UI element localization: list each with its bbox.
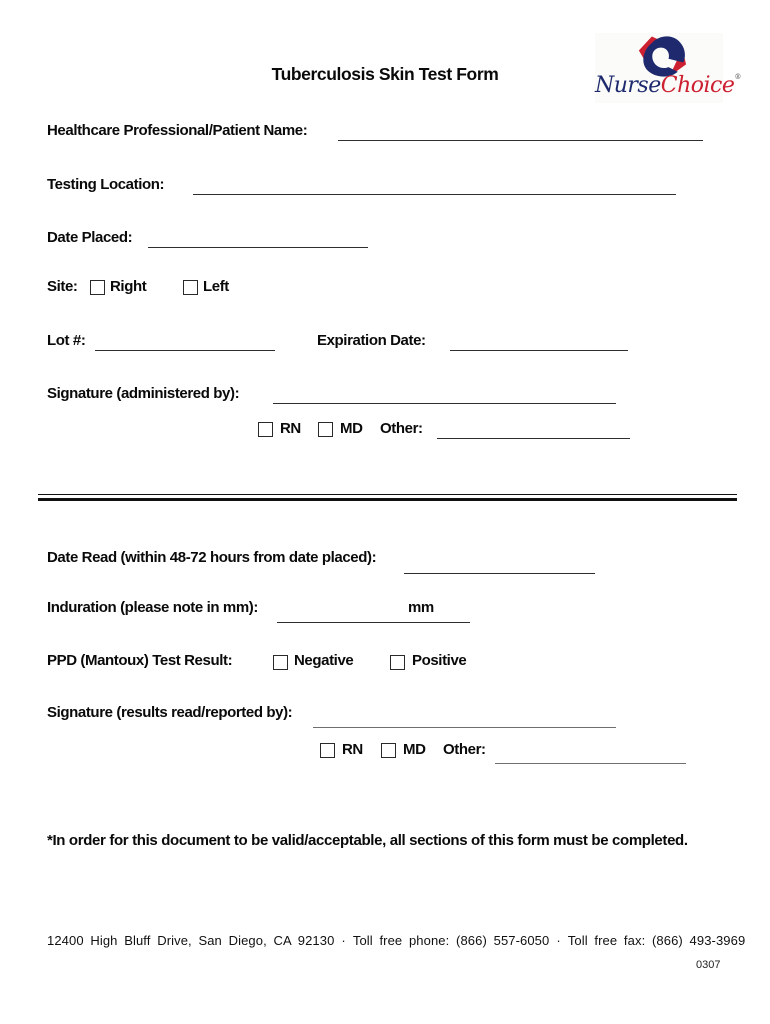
footer-fax: Toll free fax: (866) 493-3969 (567, 933, 746, 948)
administered-other-label: Other: (380, 420, 423, 437)
logo-text-nurse: Nurse (595, 73, 661, 98)
result-positive-label: Positive (412, 652, 467, 669)
nursechoice-wordmark (595, 73, 741, 98)
signature-administered-label: Signature (administered by): (47, 385, 240, 402)
result-negative-label: Negative (294, 652, 354, 669)
administered-rn-checkbox[interactable] (258, 422, 273, 437)
result-positive-checkbox[interactable] (390, 655, 405, 670)
site-right-label: Right (110, 278, 147, 295)
testing-location-label: Testing Location: (47, 176, 165, 193)
administered-md-label: MD (340, 420, 363, 437)
date-placed-label: Date Placed: (47, 229, 133, 246)
lot-number-label: Lot #: (47, 332, 86, 349)
date-read-field-line[interactable] (404, 557, 595, 574)
ppd-result-label: PPD (Mantoux) Test Result: (47, 652, 233, 669)
induration-field-line[interactable] (277, 606, 470, 623)
administered-other-field-line[interactable] (437, 422, 630, 439)
results-md-checkbox[interactable] (381, 743, 396, 758)
form-title: Tuberculosis Skin Test Form (271, 64, 499, 84)
footer-phone: Toll free phone: (866) 557-6050 (352, 933, 550, 948)
results-rn-checkbox[interactable] (320, 743, 335, 758)
date-placed-field-line[interactable] (148, 231, 368, 248)
testing-location-field-line[interactable] (193, 178, 676, 195)
signature-results-field-line[interactable] (313, 711, 616, 728)
site-left-label: Left (203, 278, 229, 295)
signature-results-label: Signature (results read/reported by): (47, 704, 293, 721)
signature-administered-field-line[interactable] (273, 387, 616, 404)
result-negative-checkbox[interactable] (273, 655, 288, 670)
registered-mark: ® (734, 73, 741, 81)
section-divider (38, 494, 737, 501)
results-rn-label: RN (342, 741, 363, 758)
mm-unit-label: mm (408, 599, 434, 616)
administered-rn-label: RN (280, 420, 301, 437)
patient-name-label: Healthcare Professional/Patient Name: (47, 122, 308, 139)
results-md-label: MD (403, 741, 426, 758)
expiration-date-field-line[interactable] (450, 334, 628, 351)
site-label: Site: (47, 278, 78, 295)
footer-separator-2: · (556, 933, 561, 948)
logo-text-choice: Choice (660, 73, 735, 98)
site-right-checkbox[interactable] (90, 280, 105, 295)
lot-number-field-line[interactable] (95, 334, 275, 351)
date-read-label: Date Read (within 48-72 hours from date placed): (47, 549, 377, 566)
administered-md-checkbox[interactable] (318, 422, 333, 437)
footer-separator-1: · (341, 933, 346, 948)
footer-contact-line (47, 933, 746, 948)
footer-address: 12400 High Bluff Drive, San Diego, CA 92130 (47, 933, 335, 948)
nursechoice-swirl-icon (637, 34, 687, 78)
nursechoice-logo (595, 33, 741, 103)
expiration-date-label: Expiration Date: (317, 332, 426, 349)
patient-name-field-line[interactable] (338, 124, 703, 141)
validity-note: *In order for this document to be valid/acceptable, all sections of this form must be completed. (47, 832, 688, 849)
site-left-checkbox[interactable] (183, 280, 198, 295)
form-code: 0307 (696, 959, 721, 971)
results-other-label: Other: (443, 741, 486, 758)
results-other-field-line[interactable] (495, 747, 686, 764)
induration-label: Induration (please note in mm): (47, 599, 258, 616)
